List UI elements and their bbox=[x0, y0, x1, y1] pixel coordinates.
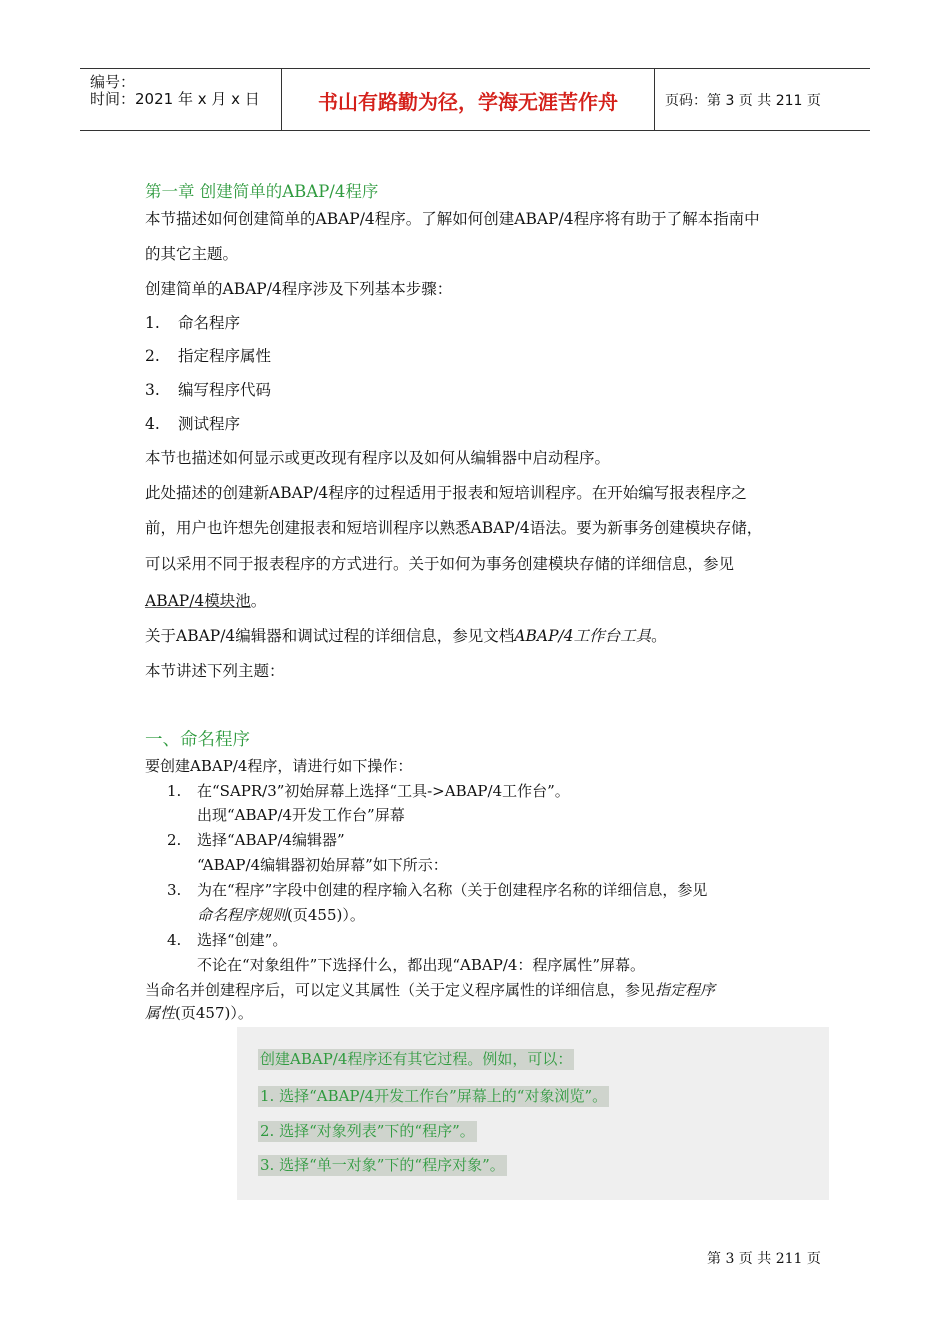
paragraph-line bbox=[145, 980, 715, 1000]
attributes-ref-cont: 属性 bbox=[145, 1004, 176, 1022]
step-number: 1. bbox=[145, 314, 160, 332]
header-page-cell bbox=[655, 69, 870, 130]
item-number: 4. bbox=[167, 931, 182, 949]
item-subtext: 不论在“对象组件”下选择什么，都出现“ABAP/4：程序属性”屏幕。 bbox=[197, 956, 646, 974]
step-text: 命名程序 bbox=[178, 314, 241, 332]
paragraph-line: 前，用户也许想先创建报表和短培训程序以熟悉ABAP/4语法。要为新事务创建模块存储， bbox=[145, 519, 763, 537]
paragraph: 本节也描述如何显示或更改现有程序以及如何从编辑器中启动程序。 bbox=[145, 449, 611, 467]
item-subtext: 出现“ABAP/4开发工作台”屏幕 bbox=[197, 806, 405, 824]
item-number: 3. bbox=[167, 881, 182, 899]
item-number: 1. bbox=[167, 782, 182, 800]
paragraph-line bbox=[145, 591, 266, 611]
item-subtext bbox=[197, 905, 365, 925]
step-number: 4. bbox=[145, 415, 160, 433]
naming-rules-ref: 命名程序规则 bbox=[197, 906, 288, 924]
number-label: 编号： bbox=[90, 73, 136, 91]
link-suffix: 。 bbox=[250, 592, 267, 610]
item-number: 2. bbox=[167, 831, 182, 849]
chapter-title: 第一章 创建简单的ABAP/4程序 bbox=[145, 182, 379, 201]
steps-lead: 创建简单的ABAP/4程序涉及下列基本步骤： bbox=[145, 280, 453, 298]
paragraph-line bbox=[145, 626, 667, 646]
time-label: 时间：2021 年 x 月 x 日 bbox=[90, 90, 260, 108]
page-header bbox=[80, 68, 870, 131]
note-line: 2. 选择“对象列表”下的“程序”。 bbox=[260, 1122, 475, 1140]
item-text: 为在“程序”字段中创建的程序输入名称（关于创建程序名称的详细信息，参见 bbox=[197, 881, 708, 899]
note-line: 创建ABAP/4程序还有其它过程。例如，可以： bbox=[260, 1050, 573, 1068]
section-title: 一、命名程序 bbox=[145, 730, 250, 750]
step-text: 指定程序属性 bbox=[178, 347, 272, 365]
paragraph-line bbox=[145, 1003, 253, 1023]
note-line: 3. 选择“单一对象”下的“程序对象”。 bbox=[260, 1156, 505, 1174]
step-text: 编写程序代码 bbox=[178, 381, 272, 399]
workbench-tools-doc-ref: ABAP/4工作台工具 bbox=[514, 627, 652, 645]
intro-paragraph-line: 的其它主题。 bbox=[145, 245, 239, 263]
attributes-ref: 指定程序 bbox=[655, 981, 716, 999]
page-ref: (页455)）。 bbox=[287, 906, 365, 924]
intro-paragraph-line: 本节描述如何创建简单的ABAP/4程序。了解如何创建ABAP/4程序将有助于了解本指南中 bbox=[145, 210, 760, 228]
step-number: 3. bbox=[145, 381, 160, 399]
p5-prefix: 关于ABAP/4编辑器和调试过程的详细信息，参见文档 bbox=[145, 627, 515, 645]
item-text: 在“SAPR/3”初始屏幕上选择“工具->ABAP/4工作台”。 bbox=[197, 782, 570, 800]
page-number-label: 页码：第 3 页 共 211 页 bbox=[665, 93, 821, 109]
item-text: 选择“创建”。 bbox=[197, 931, 288, 949]
note-line: 1. 选择“ABAP/4开发工作台”屏幕上的“对象浏览”。 bbox=[260, 1087, 608, 1105]
header-motto-cell bbox=[282, 69, 655, 130]
paragraph: 本节讲述下列主题： bbox=[145, 662, 285, 680]
header-meta-cell bbox=[80, 69, 282, 130]
note-box bbox=[237, 1027, 829, 1200]
p5-suffix: 。 bbox=[651, 627, 667, 645]
module-pool-link[interactable]: ABAP/4模块池 bbox=[145, 592, 251, 610]
page-ref: (页457)）。 bbox=[175, 1004, 253, 1022]
item-text: 选择“ABAP/4编辑器” bbox=[197, 831, 345, 849]
section-lead: 要创建ABAP/4程序，请进行如下操作： bbox=[145, 757, 413, 775]
paragraph-line: 可以采用不同于报表程序的方式进行。关于如何为事务创建模块存储的详细信息，参见 bbox=[145, 555, 735, 573]
after-prefix: 当命名并创建程序后，可以定义其属性（关于定义程序属性的详细信息，参见 bbox=[145, 981, 656, 999]
item-subtext: “ABAP/4编辑器初始屏幕”如下所示： bbox=[197, 856, 448, 874]
paragraph-line: 此处描述的创建新ABAP/4程序的过程适用于报表和短培训程序。在开始编写报表程序之 bbox=[145, 484, 747, 502]
page-footer: 第 3 页 共 211 页 bbox=[707, 1251, 821, 1267]
step-number: 2. bbox=[145, 347, 160, 365]
step-text: 测试程序 bbox=[178, 415, 241, 433]
motto: 书山有路勤为径，学海无涯苦作舟 bbox=[318, 90, 618, 114]
